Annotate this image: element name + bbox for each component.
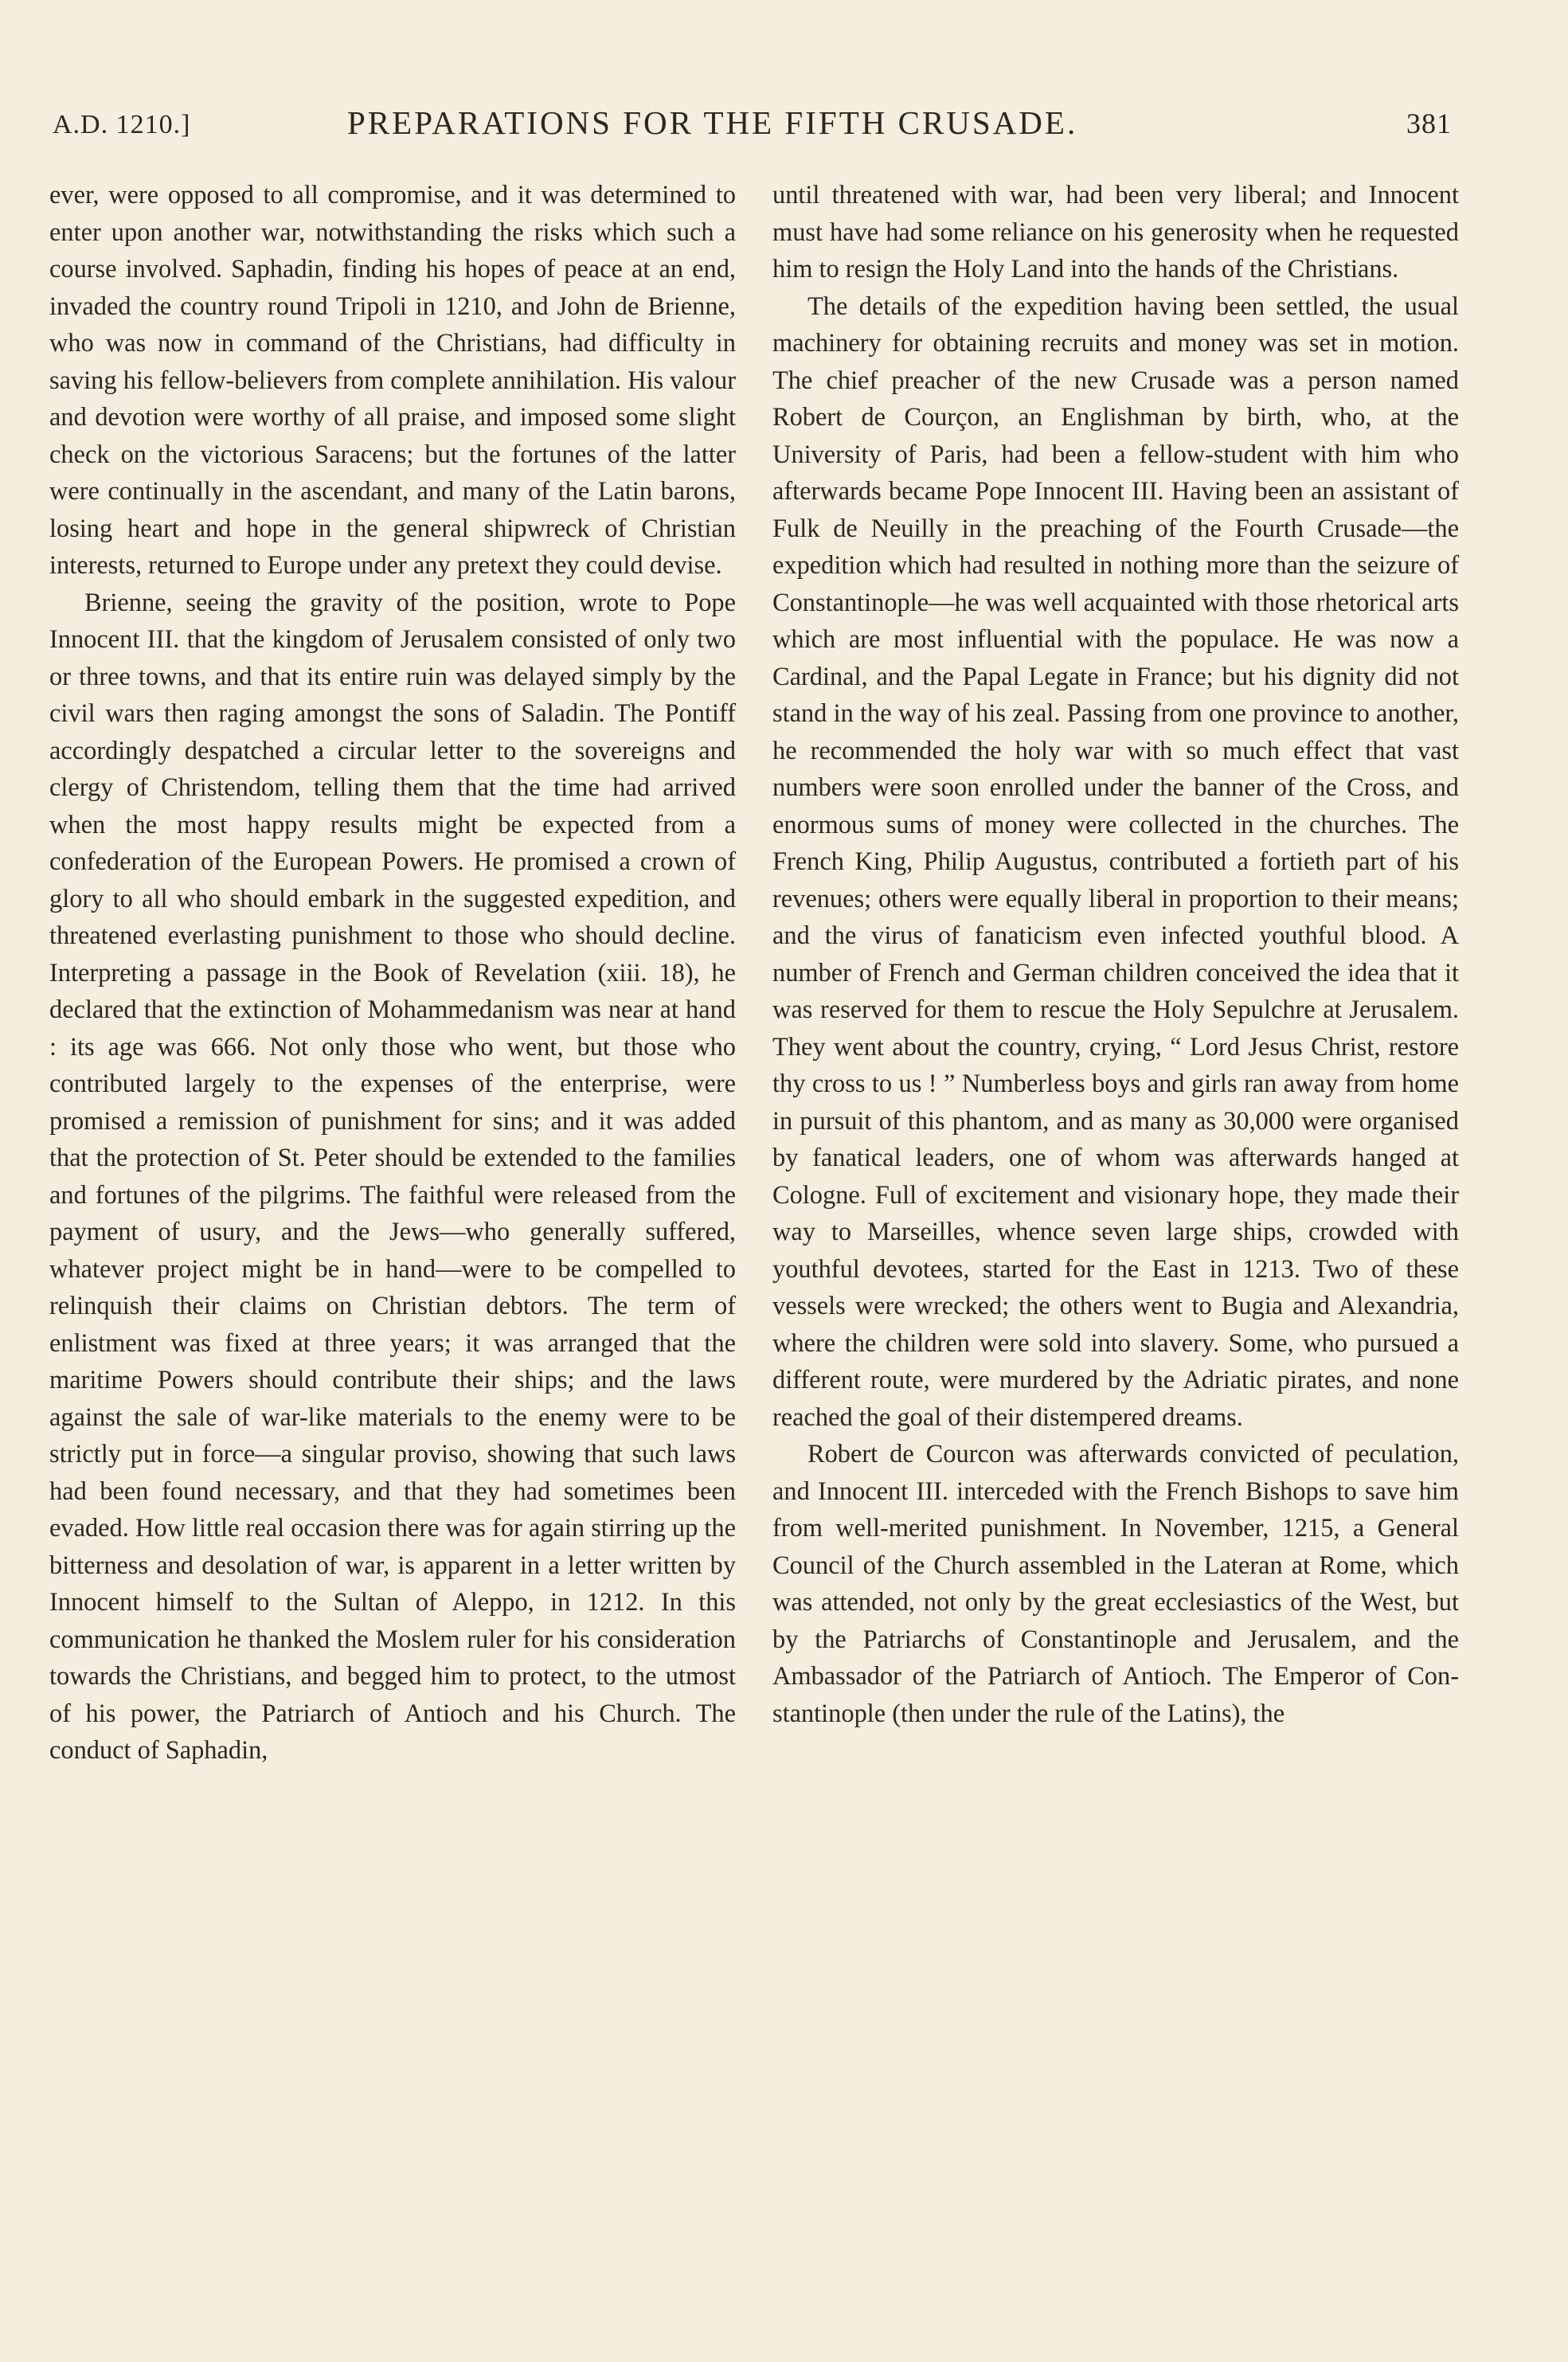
paragraph: Robert de Courcon was afterwards convicted of peculation, and Innocent III. interceded with the French Bishops to save him from well-merited punishment. In November, 1215, a General Council of the Church assembled in the Lateran at Rome, which was attended, not only by the great ecclesiastics of the West, but by the Patriarchs of Constantinople and Jerusalem, and the Ambassador of the Patriarch of Antioch. The Emperor of Constantinople (then under the rule of the Latins), the <box>772 1440 1459 1728</box>
paragraph: ever, were opposed to all compromise, and it was determined to enter upon another war, notwithstanding the risks which such a course involved. Saphadin, finding his hopes of peace at an end, invaded the country round Tripoli in 1210, and John de Brienne, who was now in command of the Christians, had difficulty in saving his fellow-believers from complete annihilation. His valour and devotion were worthy of all praise, and imposed some slight check on the victorious Saracens; but the fortunes of the latter were continually in the ascendant, and many of the Latin barons, losing heart and hope in the general shipwreck of Christian interests, returned to Europe under any pretext they could devise. <box>49 181 736 580</box>
running-head-title: PREPARATIONS FOR THE FIFTH CRUSADE. <box>347 104 1078 141</box>
left-column <box>49 177 736 1770</box>
page-number: 381 <box>1406 108 1452 139</box>
paragraph: Brienne, seeing the gravity of the position, wrote to Pope Innocent III. that the kingdom of Jerusalem consisted of only two or three towns, and that its entire ruin was delayed simply by the civil wars then raging amongst the sons of Saladin. The Pontiff accordingly despatched a circular letter to the sovereigns and clergy of Christendom, telling them that the time had arrived when the most happy results might be expected from a confederation of the European Powers. He promised a crown of glory to all who should embark in the suggested expedition, and threatened everlasting punishment to those who should decline. Interpreting a passage in the Book of Revelation (xiii. 18), he declared that the extinction of Mohammedanism was near at hand : its age was 666. Not only those who went, but those who contributed largely to the expenses of the enterprise, were promised a remission of punishment for sins; and it was added that the protection of St. Peter should be extended to the families and fortunes of the pilgrims. The faithful were released from the payment of usury, and the Jews—who generally suffered, whatever project might be in hand—were to be compelled to relinquish their claims on Christian debtors. The term of enlistment was fixed at three years; it was arranged that the maritime Powers should contribute their ships; and the laws against the sale of war-like materials to the enemy were to be strictly put in force—a singular proviso, showing that such laws had been found necessary, and that they had sometimes been evaded. How little real occasion there was for again stirring up the bitterness and desolation of war, is apparent in a letter written by Innocent himself to the Sultan of Aleppo, in 1212. In this communication he thanked the Moslem ruler for his consideration towards the Christians, and begged him to protect, to the utmost of his power, the Patriarch of Antioch and his Church. The conduct of Saphadin, <box>49 588 736 1765</box>
running-head <box>53 104 1452 151</box>
paragraph: The details of the expedition having been settled, the usual machinery for obtaining recruits and money was set in motion. The chief preacher of the new Crusade was a person named Robert de Courçon, an Englishman by birth, who, at the University of Paris, had been a fellow-student with him who afterwards became Pope Innocent III. Having been an assistant of Fulk de Neuilly in the preaching of the Fourth Crusade—the expedition which had resulted in nothing more than the seizure of Constantinople—he was well acquainted with those rhetorical arts which are most influential with the populace. He was now a Cardinal, and the Papal Legate in France; but his dignity did not stand in the way of his zeal. Passing from one province to another, he recommended the holy war with so much effect that vast numbers were soon enrolled under the banner of the Cross, and enormous sums of money were collected in the churches. The French King, Philip Augustus, contributed a fortieth part of his revenues; others were equally liberal in proportion to their means; and the virus of fanaticism even infected youthful blood. A number of French and German children conceived the idea that it was reserved for them to rescue the Holy Sepulchre at Jerusalem. They went about the country, crying, “ Lord Jesus Christ, restore thy cross to us ! ” Numberless boys and girls ran away from home in pursuit of this phantom, and as many as 30,000 were organised by fanatical leaders, one of whom was afterwards hanged at Cologne. Full of excitement and visionary hope, they made their way to Marseilles, whence seven large ships, crowded with youthful devotees, started for the East in 1213. Two of these vessels were wrecked; the others went to Bugia and Alexandria, where the children were sold into slavery. Some, who pursued a different route, were murdered by the Adriatic pirates, and none reached the goal of their distempered dreams. <box>772 291 1459 1432</box>
paragraph: until threatened with war, had been very liberal; and Innocent must have had some reliance on his generosity when he requested him to resign the Holy Land into the hands of the Christians. <box>772 181 1459 284</box>
running-head-date: A.D. 1210.] <box>53 110 191 139</box>
right-column <box>772 177 1459 1732</box>
